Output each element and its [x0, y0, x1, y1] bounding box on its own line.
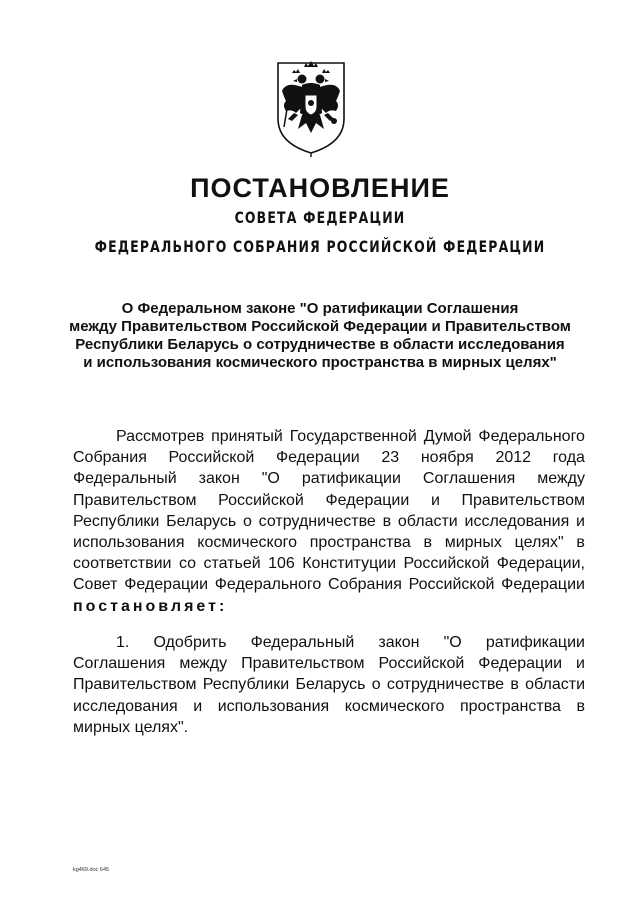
word: Федерации — [124, 576, 208, 594]
word: года — [552, 449, 585, 467]
word: сотрудничестве — [258, 512, 376, 530]
word: и — [430, 491, 440, 509]
word: Правительством — [461, 491, 585, 509]
word: в — [423, 534, 432, 552]
word: Правительством — [73, 676, 197, 694]
word: Российской — [403, 555, 490, 573]
word: "О — [261, 470, 280, 488]
word: Думой — [423, 428, 472, 445]
word: ратификации — [301, 470, 401, 488]
word: 2012 — [495, 449, 532, 467]
body-line — [73, 532, 585, 553]
preamble-paragraph — [73, 426, 585, 617]
word: Республики — [202, 676, 290, 694]
word: Федерации, — [496, 555, 585, 573]
body-line: мирных целях". — [73, 718, 189, 736]
word: Совет — [73, 576, 118, 594]
body-line — [73, 468, 585, 489]
word: и — [193, 697, 203, 715]
body-line — [73, 632, 585, 653]
word: в — [576, 534, 585, 552]
word: принятый — [211, 428, 283, 445]
word: мирных — [444, 534, 502, 552]
word: Одобрить — [153, 634, 227, 651]
subject-line: О Федеральном законе "О ратификации Соглашения — [121, 300, 519, 317]
word: Федерального — [214, 576, 322, 594]
body-line — [73, 490, 585, 511]
word: Федеральный — [73, 470, 177, 488]
word: исследования — [464, 512, 570, 530]
document-title: ПОСТАНОВЛЕНИЕ — [190, 173, 450, 203]
body-line — [73, 696, 585, 717]
word: Федерального — [478, 428, 585, 445]
word: Государственной — [289, 428, 417, 445]
word: между — [179, 655, 228, 673]
word: ноября — [420, 449, 474, 467]
subject-line: между Правительством Российской Федерации и Правительством — [69, 318, 571, 335]
word: и — [576, 655, 585, 673]
resolves-word: постановляет: — [73, 597, 228, 615]
word: в — [382, 512, 392, 530]
resolution-subject — [40, 300, 600, 372]
word: 23 — [381, 449, 400, 467]
word: Российской — [168, 449, 255, 467]
word: в — [510, 676, 519, 694]
word: использования — [73, 534, 185, 552]
word: области — [397, 512, 458, 530]
word: ратификации — [485, 634, 585, 651]
coat-of-arms-icon — [272, 57, 350, 157]
word: между — [537, 470, 585, 488]
word: Федерации — [275, 449, 360, 467]
word: сотрудничестве — [386, 676, 505, 694]
word: целях" — [514, 534, 564, 552]
subject-line: Республики Беларусь о сотрудничестве в области исследования — [75, 336, 565, 353]
word: и — [576, 512, 585, 530]
word: исследования — [73, 697, 178, 715]
body-line — [73, 553, 585, 574]
word: Федерации — [478, 655, 563, 673]
word: Соглашения — [422, 470, 516, 488]
body-line — [73, 511, 585, 532]
word: пространства — [309, 534, 411, 552]
word: о — [242, 512, 252, 530]
word: 106 — [268, 555, 295, 573]
body-line — [73, 426, 585, 447]
file-reference: kg469.doc 645 — [73, 867, 110, 873]
word: Собрания — [328, 576, 402, 594]
word: Беларусь — [166, 512, 237, 530]
word: закон — [198, 470, 240, 488]
word: 1. — [116, 634, 130, 651]
word: пространства — [459, 697, 561, 715]
word: Российской — [408, 576, 495, 594]
word: соответствии — [73, 555, 172, 573]
word: о — [371, 676, 381, 694]
word: Федерации — [325, 491, 410, 509]
word: Конституции — [302, 555, 397, 573]
word: области — [525, 676, 585, 694]
word: использования — [217, 697, 330, 715]
issuing-body-line-1: СОВЕТА ФЕДЕРАЦИИ — [234, 208, 406, 227]
resolves-line — [73, 596, 585, 617]
word: Рассмотрев — [116, 428, 205, 445]
decision-paragraph — [73, 632, 585, 738]
word: Федеральный — [250, 634, 355, 651]
word: Правительством — [241, 655, 365, 673]
word: Беларусь — [295, 676, 366, 694]
word: Российской — [378, 655, 465, 673]
word: Федерации — [501, 576, 585, 594]
word: "О — [443, 634, 462, 651]
word: космического — [344, 697, 445, 715]
word: Собрания — [73, 449, 147, 467]
issuing-body-line-2: ФЕДЕРАЛЬНОГО СОБРАНИЯ РОССИЙСКОЙ ФЕДЕРАЦИИ — [94, 237, 546, 256]
word: космического — [197, 534, 297, 552]
word: в — [576, 697, 585, 715]
body-line — [73, 653, 585, 674]
word: Правительством — [73, 491, 197, 509]
word: статьей — [203, 555, 261, 573]
subject-line: и использования космического пространства в мирных целях" — [83, 354, 557, 371]
word: Российской — [218, 491, 304, 509]
body-line — [73, 574, 585, 595]
word: закон — [378, 634, 420, 651]
body-line — [73, 674, 585, 695]
word: Соглашения — [73, 655, 166, 673]
body-line — [73, 447, 585, 468]
word: со — [178, 555, 197, 573]
word: Республики — [73, 512, 160, 530]
